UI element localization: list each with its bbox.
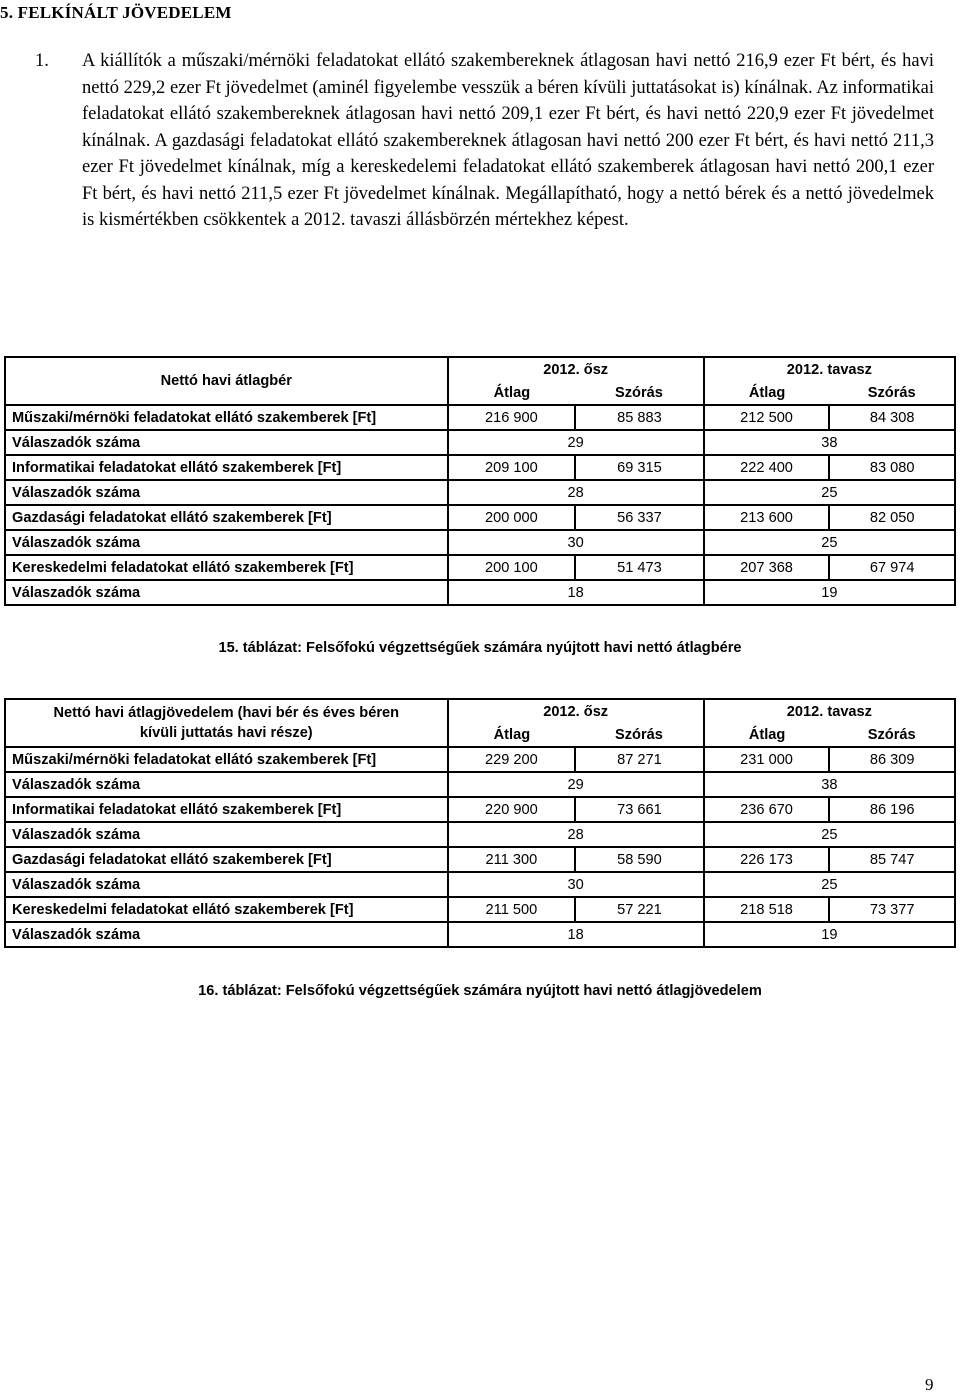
table15-avg-period1: 209 100: [448, 455, 576, 480]
table16-respondents-label: Válaszadók száma: [5, 772, 448, 797]
table-row-respondents: [5, 530, 955, 555]
table-16-col-avg-1: Átlag: [448, 723, 576, 747]
table16-respondents-label: Válaszadók száma: [5, 872, 448, 897]
table-row: [5, 455, 955, 480]
table16-sd-period2: 86 196: [829, 797, 955, 822]
table-15-col-avg-2: Átlag: [704, 381, 830, 405]
table15-respondents-label: Válaszadók száma: [5, 430, 448, 455]
table16-row-label: Informatikai feladatokat ellátó szakemberek [Ft]: [5, 797, 448, 822]
table15-respondents-period1: 28: [448, 480, 704, 505]
table-16-col-sd-1: Szórás: [575, 723, 704, 747]
table-row-respondents: [5, 580, 955, 605]
page-number: 9: [925, 1375, 934, 1394]
table15-respondents-period2: 25: [704, 480, 955, 505]
table-15-col-sd-2: Szórás: [829, 381, 955, 405]
table-15-caption: 15. táblázat: Felsőfokú végzettségűek számára nyújtott havi nettó átlagbére: [218, 640, 742, 656]
table15-avg-period2: 212 500: [704, 405, 830, 430]
table16-sd-period2: 85 747: [829, 847, 955, 872]
paragraph-text: A kiállítók a műszaki/mérnöki feladatokat ellátó szakembereknek átlagosan havi nettó 216,9 ezer Ft bért, és havi nettó 229,2 ezer Ft jövedelmet (aminél figyelembe vesszük a béren kívüli juttatásokat is) kínálnak. Az informatikai feladatokat ellátó szakembereknek átlagosan havi nettó 209,1 ezer Ft bért, és havi nettó 220,9 ezer Ft jövedelmet kínálnak. A gazdasági feladatokat ellátó szakembereknek átlagosan havi nettó 200 ezer Ft bért, és havi nettó 211,3 ezer Ft jövedelmet kínálnak, míg a kereskedelemi feladatokat ellátó szakemberek átlagosan havi nettó 200,1 ezer Ft bért, és havi nettó 211,5 ezer Ft jövedelmet kínálnak. Megállapítható, hogy a nettó bérek és a nettó jövedelmek is kismértékben csökkentek a 2012. tavaszi állásbörzén mértekhez képest.: [82, 51, 934, 230]
table16-avg-period2: 236 670: [704, 797, 830, 822]
table16-respondents-period1: 28: [448, 822, 704, 847]
table15-sd-period1: 51 473: [575, 555, 704, 580]
table-15-col-sd-1: Szórás: [575, 381, 704, 405]
table-row-respondents: [5, 922, 955, 947]
table15-row-label: Gazdasági feladatokat ellátó szakemberek [Ft]: [5, 505, 448, 530]
table15-respondents-period2: 38: [704, 430, 955, 455]
table-row-respondents: [5, 480, 955, 505]
table15-respondents-label: Válaszadók száma: [5, 530, 448, 555]
table15-avg-period2: 207 368: [704, 555, 830, 580]
table15-respondents-label: Válaszadók száma: [5, 480, 448, 505]
table16-sd-period2: 86 309: [829, 747, 955, 772]
table16-respondents-period1: 18: [448, 922, 704, 947]
table-15-period2: 2012. tavasz: [704, 357, 955, 381]
table16-respondents-label: Válaszadók száma: [5, 822, 448, 847]
table16-avg-period1: 211 500: [448, 897, 576, 922]
section-number: 5.: [0, 3, 14, 22]
table15-row-label: Informatikai feladatokat ellátó szakemberek [Ft]: [5, 455, 448, 480]
section-title-word2-letter: J: [122, 3, 131, 22]
table-row: [5, 897, 955, 922]
table15-sd-period2: 82 050: [829, 505, 955, 530]
table16-avg-period2: 231 000: [704, 747, 830, 772]
table15-sd-period1: 56 337: [575, 505, 704, 530]
table16-avg-period2: 218 518: [704, 897, 830, 922]
table-15-title: Nettó havi átlagbér: [5, 357, 448, 405]
paragraph-number: 1.: [35, 51, 49, 71]
table15-respondents-period2: 19: [704, 580, 955, 605]
section-title-word2-rest: ÖVEDELEM: [130, 3, 232, 22]
table-16-period1: 2012. ősz: [448, 699, 704, 723]
table-row-respondents: [5, 872, 955, 897]
table16-avg-period1: 229 200: [448, 747, 576, 772]
table-16-col-avg-2: Átlag: [704, 723, 830, 747]
table15-sd-period2: 83 080: [829, 455, 955, 480]
table16-sd-period1: 58 590: [575, 847, 704, 872]
table-row: [5, 405, 955, 430]
table15-respondents-label: Válaszadók száma: [5, 580, 448, 605]
table15-avg-period1: 200 100: [448, 555, 576, 580]
table16-sd-period1: 57 221: [575, 897, 704, 922]
table16-respondents-period2: 25: [704, 822, 955, 847]
table15-sd-period1: 85 883: [575, 405, 704, 430]
table-row: [5, 505, 955, 530]
section-heading: [0, 3, 232, 23]
table-row-respondents: [5, 430, 955, 455]
table15-avg-period2: 213 600: [704, 505, 830, 530]
table16-row-label: Gazdasági feladatokat ellátó szakemberek [Ft]: [5, 847, 448, 872]
table-16-caption: 16. táblázat: Felsőfokú végzettségűek számára nyújtott havi nettó átlagjövedelem: [198, 983, 762, 999]
table-row: [5, 555, 955, 580]
table16-avg-period2: 226 173: [704, 847, 830, 872]
table15-sd-period1: 69 315: [575, 455, 704, 480]
table16-sd-period1: 87 271: [575, 747, 704, 772]
table15-avg-period1: 216 900: [448, 405, 576, 430]
table-16-period2: 2012. tavasz: [704, 699, 955, 723]
table16-respondents-period1: 29: [448, 772, 704, 797]
table-row-respondents: [5, 822, 955, 847]
table16-respondents-period2: 38: [704, 772, 955, 797]
table15-avg-period1: 200 000: [448, 505, 576, 530]
table15-respondents-period2: 25: [704, 530, 955, 555]
table15-sd-period2: 67 974: [829, 555, 955, 580]
table16-respondents-period2: 19: [704, 922, 955, 947]
table16-row-label: Kereskedelmi feladatokat ellátó szakemberek [Ft]: [5, 897, 448, 922]
table15-avg-period2: 222 400: [704, 455, 830, 480]
table16-sd-period2: 73 377: [829, 897, 955, 922]
table-16: [4, 698, 956, 948]
table15-row-label: Kereskedelmi feladatokat ellátó szakemberek [Ft]: [5, 555, 448, 580]
table16-avg-period1: 211 300: [448, 847, 576, 872]
table15-sd-period2: 84 308: [829, 405, 955, 430]
table16-respondents-label: Válaszadók száma: [5, 922, 448, 947]
table-15: [4, 356, 956, 606]
table-15-body: [5, 405, 955, 605]
table-row: [5, 747, 955, 772]
table16-respondents-period1: 30: [448, 872, 704, 897]
table-16-title: Nettó havi átlagjövedelem (havi bér és éves béren kívüli juttatás havi része): [5, 699, 448, 747]
table-row-respondents: [5, 772, 955, 797]
table15-respondents-period1: 29: [448, 430, 704, 455]
table-row: [5, 797, 955, 822]
table16-avg-period1: 220 900: [448, 797, 576, 822]
table-16-col-sd-2: Szórás: [829, 723, 955, 747]
table15-respondents-period1: 18: [448, 580, 704, 605]
table16-row-label: Műszaki/mérnöki feladatokat ellátó szakemberek [Ft]: [5, 747, 448, 772]
table-15-period1: 2012. ősz: [448, 357, 704, 381]
table-16-body: [5, 747, 955, 947]
table15-respondents-period1: 30: [448, 530, 704, 555]
section-title-rest: ELKÍNÁLT: [28, 3, 123, 22]
table15-row-label: Műszaki/mérnöki feladatokat ellátó szakemberek [Ft]: [5, 405, 448, 430]
table-row: [5, 847, 955, 872]
table16-respondents-period2: 25: [704, 872, 955, 897]
table-15-col-avg-1: Átlag: [448, 381, 576, 405]
table16-sd-period1: 73 661: [575, 797, 704, 822]
section-title-letter: F: [17, 3, 29, 22]
